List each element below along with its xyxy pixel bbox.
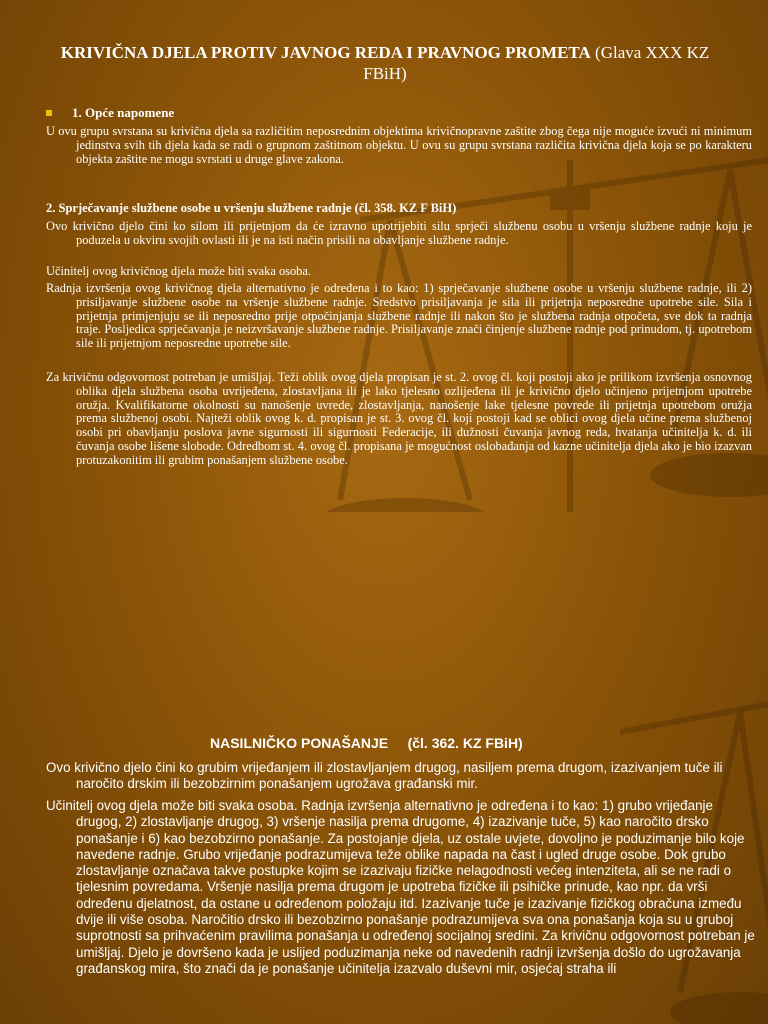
slide-2-paragraph-2: Učinitelj ovog djela može biti svaka osoba. Radnja izvršenja alternativno je određena i to kao: 1) grubo vrijeđanje drugog, 2) zlostavljanje drugog, 3) vršenje nasilja prema drugome, 4) izazivanje tuče, 5) kao naročito drsko ponašanje i 6) kao bezobzirno ponašanje. Za postojanje djela, uz ostale uvjete, dovoljno je poduzimanje bilo koje navedene radnje. Grubo vrijeđanje podrazumijeva teže oblike napada na čast i ugled druge osobe. Dok grubo zlostavljanje označava takve postupke kojim se izazivaju fizičke nelagodnosti većeg intenziteta, ali se ne radi o tjelesnim povredama. Vršenje nasilja prema drugom je upotreba fizičke ili psihičke prinude, kao npr. da vrši određenu djelatnost, da ostane u određenom položaju itd. Izazivanje tuče je izazivanje fizičkog obračuna između dvije ili više osoba. Naročitio drsko ili bezobzirno ponašanje podrazumijeva sva ona ponašanja koja su u gruboj suprotnosti sa prihvaćenim pravilima ponašanja u određenoj socijalnoj sredini. Za krivičnu odgovornost potreban je umišljaj. Djelo je dovršeno kada je uslijed poduzimanja neke od navedenih radnji izvršenja došlo do ugrožavanja građanskog mira, što znači da je ponašanje učinitelja izazvalo duševni mir, osjećaj straha ili [46, 798, 755, 976]
slide-2 [0, 512, 768, 1024]
title-main: KRIVIČNA DJELA PROTIV JAVNOG REDA I PRAVNOG PROMETA [60, 43, 591, 62]
paragraph-4: Za krivičnu odgovornost potreban je umišljaj. Teži oblik ovog djela propisan je st. 2. ovog čl. koji postoji ako je prilikom izvršenja osnovnog oblika djela službena osoba uvrijeđena, zlostavljana ili je lako tjelesno ozlijeđena ili je krivično djelo učinjeno prijetnjom upotrebe oružja. Kvalifikatorne okolnosti su nanošenje uvrede, zlostavljanja, nanošenje lake tjelesne povrede ili prijetnja upotrebom oružja prema službenoj osobi. Najteži oblik ovog k. d. propisan je st. 3. ovog čl. koji postoji kad se oblici ovog djela učine prema službenoj osobi pri obavljanju poslova javne sigurnosti ili sigurnosti Federacije, ili dužnosti čuvanja javnog reda, hvatanja učinitelja k. d. ili čuvanja osobe lišene slobode. Odredbom st. 4. ovog čl. propisana je mogućnost oslobađanja od kazne učinitelja djela ako je bio izazvan protuzakonitim ili grubim ponašanjem službene osobe. [46, 370, 752, 467]
paragraph-1: Ovo krivično djelo čini ko silom ili prijetnjom da će izravno upotrijebiti silu sprječi službenu osobu u vršenju službene radnje koju je poduzela u okviru svojih ovlasti ili je na isti način prisili na obavljanje službene radnje. [46, 219, 752, 247]
title-tail: (Glava XXX KZ FBiH) [363, 43, 710, 83]
bullet-icon [46, 110, 52, 116]
slide-2-title: NASILNIČKO PONAŠANJE (čl. 362. KZ FBiH) [210, 735, 523, 751]
slide-2-paragraph-1: Ovo krivično djelo čini ko grubim vrijeđanjem ili zlostavljanjem drugog, nasiljem prema drugom, izazivanjem tuče ili naročito drskim ili bezobzirnim ponašanjem ugrožava građanski mir. [46, 760, 723, 792]
section-1-text: U ovu grupu svrstana su krivična djela sa različitim neposrednim objektima krivičnopravne zaštite zbog čega nije moguće izvući ni minimum jedinstva svih tih djela kada se radi o grupnom zaštitnom objektu. U ovu su grupu svrstana različita krivična djela koja se po karakteru objekta zaštite ne mogu svrstati u druge glave zakona. [46, 124, 752, 166]
section-2-heading: 2. Sprječavanje službene osobe u vršenju službene radnje (čl. 358. KZ F BiH) [46, 201, 457, 215]
paragraph-2: Učinitelj ovog krivičnog djela može biti svaka osoba. [46, 264, 311, 278]
slide-1-title [40, 42, 730, 84]
paragraph-3: Radnja izvršenja ovog krivičnog djela alternativno je određena i to kao: 1) sprječavanje službene osobe u vršenju službene radnje, ili 2) prisiljavanje službene osobe na vršenje službene radnje. Sredstvo prisiljavanja je sila ili prijetnja neposredne upotrebe sile. Sila i prijetnja primjenjuju se ili neposredno prije otpočinjanja službene radnje ili nakon što je službena radnja otpočeta, sve dok ta radnja traje. Posljedica sprječavanja je neizvršavanje službene radnje. Prisiljavanje znači činjenje službene radnje pod prinudom, tj. upotrebom sile ili prijetnjom neposredne upotrebe sile. [46, 281, 752, 351]
section-1-heading-text: 1. Opće napomene [72, 105, 175, 120]
section-1-heading [46, 105, 174, 121]
